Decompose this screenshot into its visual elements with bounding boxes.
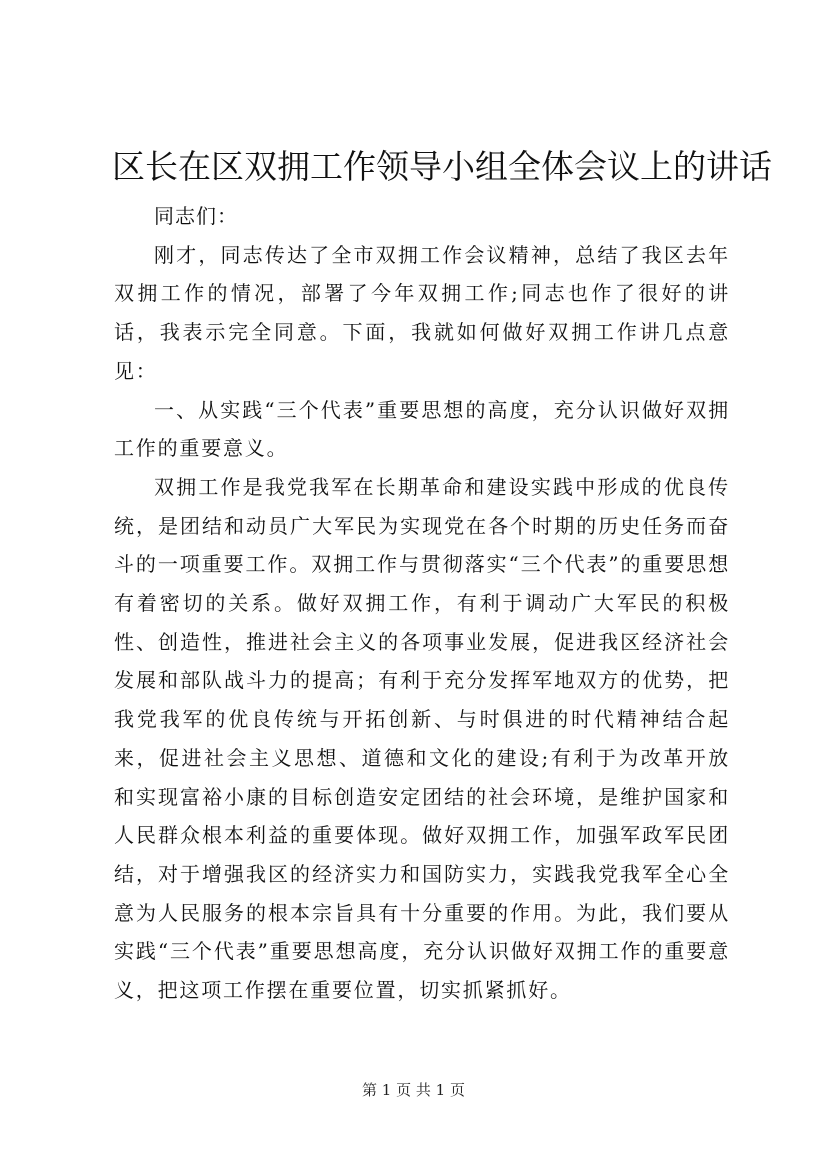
page-footer: 第 1 页 共 1 页 <box>362 1081 465 1099</box>
salutation: 同志们： <box>154 204 238 228</box>
section-heading-1: 一、从实践“三个代表”重要思想的高度，充分认识做好双拥工作的重要意义。 <box>114 397 730 461</box>
document-title: 区长在区双拥工作领导小组全体会议上的讲话 <box>112 147 772 186</box>
paragraph-body: 双拥工作是我党我军在长期革命和建设实践中形成的优良传统，是团结和动员广大军民为实现党在各个时期的历史任务而奋斗的一项重要工作。双拥工作与贯彻落实“三个代表”的重要思想有着密切的关系。做好双拥工作，有利于调动广大军民的积极性、创造性，推进社会主义的各项事业发展，促进我区经济社会发展和部队战斗力的提高；有利于充分发挥军地双方的优势，把我党我军的优良传统与开拓创新、与时俱进的时代精神结合起来，促进社会主义思想、道德和文化的建设;有利于为改革开放和实现富裕小康的目标创造安定团结的社会环境，是维护国家和人民群众根本利益的重要体现。做好双拥工作，加强军政军民团结，对于增强我区的经济实力和国防实力，实践我党我军全心全意为人民服务的根本宗旨具有十分重要的作用。为此，我们要从实践“三个代表”重要思想高度，充分认识做好双拥工作的重要意义，把这项工作摆在重要位置，切实抓紧抓好。 <box>114 474 730 1003</box>
document-body <box>114 197 730 1010</box>
paragraph-intro: 刚才，同志传达了全市双拥工作会议精神，总结了我区去年双拥工作的情况，部署了今年双拥工作;同志也作了很好的讲话，我表示完全同意。下面，我就如何做好双拥工作讲几点意见： <box>114 242 730 383</box>
